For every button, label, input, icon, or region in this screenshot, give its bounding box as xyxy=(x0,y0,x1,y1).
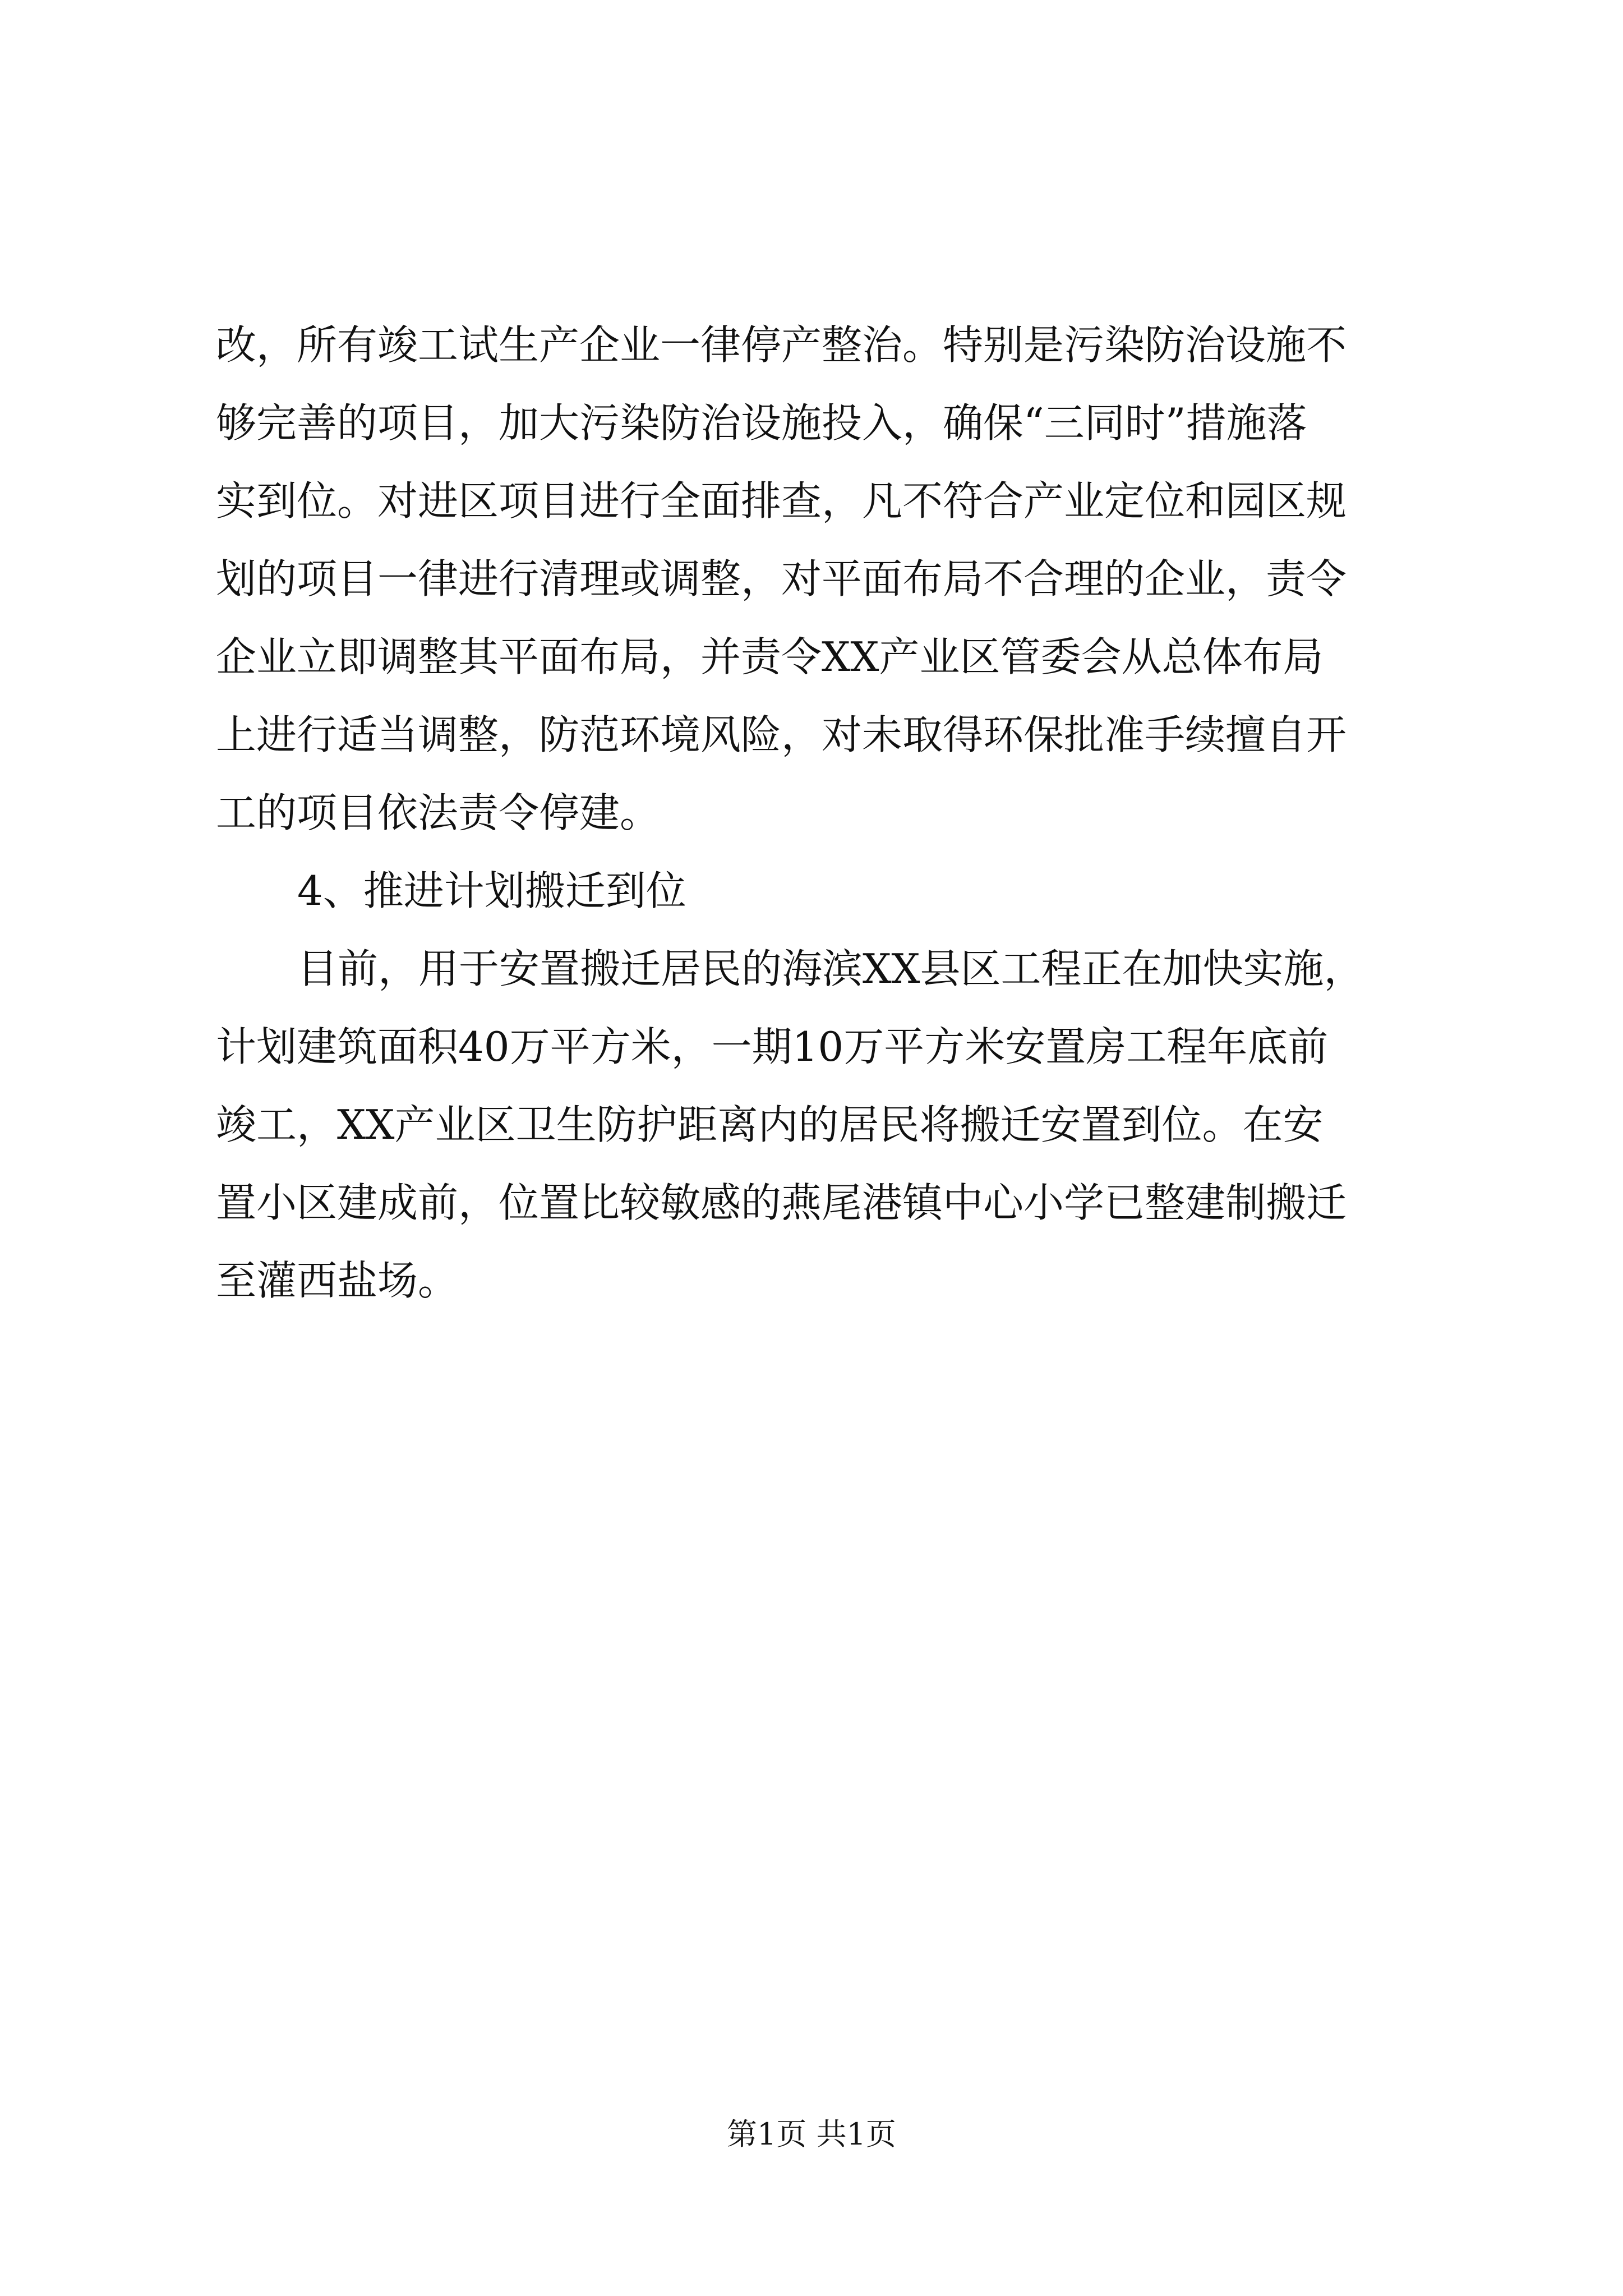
body-text-line: 改，所有竣工试生产企业一律停产整治。特别是污染防治设施不 xyxy=(216,321,1347,369)
body-text-line: 上进行适当调整，防范环境风险，对未取得环保批准手续擅自开 xyxy=(216,711,1347,758)
body-text-line: 工的项目依法责令停建。 xyxy=(216,789,661,836)
body-text-line: 置小区建成前，位置比较敏感的燕尾港镇中心小学已整建制搬迁 xyxy=(216,1179,1347,1226)
body-text-line: 实到位。对进区项目进行全面排查，凡不符合产业定位和园区规 xyxy=(216,477,1347,524)
section-heading: 4、推进计划搬迁到位 xyxy=(297,867,686,914)
body-text-line: 计划建筑面积40万平方米，一期10万平方米安置房工程年底前 xyxy=(216,1023,1329,1070)
body-text-line: 目前，用于安置搬迁居民的海滨XX县区工程正在加快实施， xyxy=(297,945,1364,992)
body-text-line: 够完善的项目，加大污染防治设施投入，确保“三同时”措施落 xyxy=(216,399,1307,447)
body-text-line: 竣工，XX产业区卫生防护距离内的居民将搬迁安置到位。在安 xyxy=(216,1101,1324,1148)
page-number-footer: 第1页 共1页 xyxy=(727,2116,896,2152)
body-text-line: 企业立即调整其平面布局，并责令XX产业区管委会从总体布局 xyxy=(216,633,1324,680)
body-text-line: 至灌西盐场。 xyxy=(216,1257,459,1304)
body-text-line: 划的项目一律进行清理或调整，对平面布局不合理的企业，责令 xyxy=(216,555,1347,602)
